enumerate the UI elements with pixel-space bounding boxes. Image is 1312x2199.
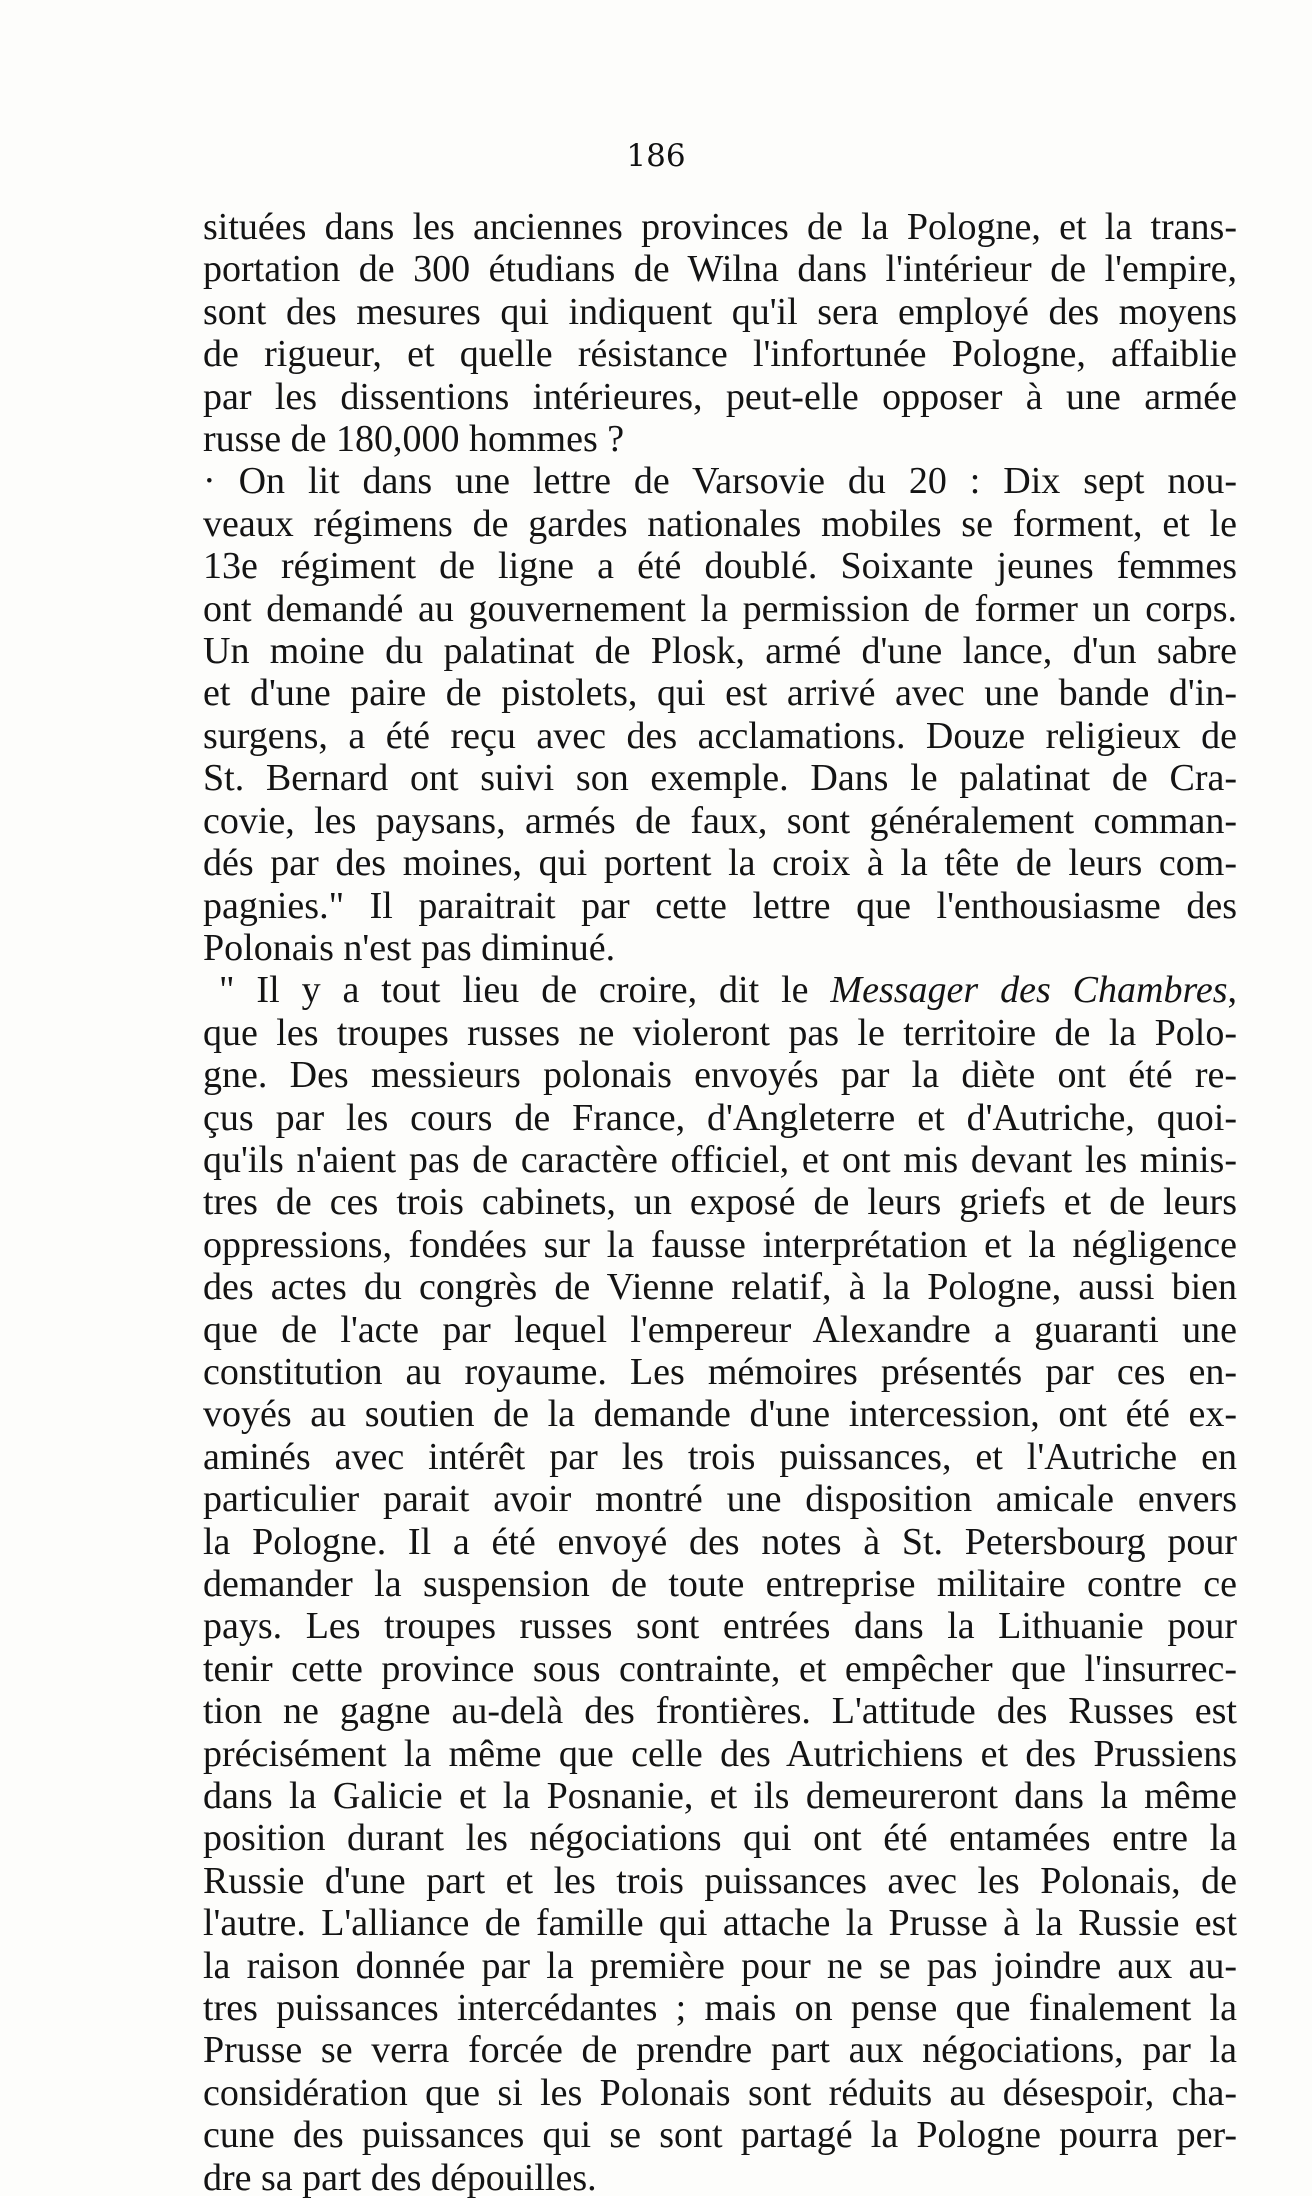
text-line: position durant les négociations qui ont été entamées entre la xyxy=(203,1817,1237,1860)
newspaper-title: Messager des Chambres xyxy=(830,969,1228,1012)
text-line: tres puissances intercédantes ; mais on pense que finalement la xyxy=(203,1987,1237,2030)
text-line: pagnies." Il paraitrait par cette lettre que l'enthousiasme des xyxy=(203,884,1237,927)
text-line: voyés au soutien de la demande d'une intercession, ont été ex- xyxy=(203,1393,1237,1436)
text-line: 13e régiment de ligne a été doublé. Soixante jeunes femmes xyxy=(203,545,1237,588)
text-line: covie, les paysans, armés de faux, sont généralement comman- xyxy=(203,799,1237,842)
text-line xyxy=(203,969,1237,1011)
text-line: Polonais n'est pas diminué. xyxy=(203,926,616,969)
text-line-prefix: " Il y a tout lieu de croire, dit le xyxy=(219,969,831,1012)
text-line: l'autre. L'alliance de famille qui attache la Prusse à la Russie est xyxy=(203,1902,1237,1945)
paragraph-3 xyxy=(203,969,1237,2199)
text-line: constitution au royaume. Les mémoires présentés par ces en- xyxy=(203,1350,1237,1393)
text-line: la raison donnée par la première pour ne se pas joindre aux au- xyxy=(203,1944,1237,1987)
text-line: dre sa part des dépouilles. xyxy=(203,2156,597,2199)
text-line: sont des mesures qui indiquent qu'il sera employé des moyens xyxy=(203,290,1237,333)
text-line: tenir cette province sous contrainte, et empêcher que l'insurrec- xyxy=(203,1647,1237,1690)
text-line: aminés avec intérêt par les trois puissances, et l'Autriche en xyxy=(203,1435,1237,1478)
text-line: demander la suspension de toute entreprise militaire contre ce xyxy=(203,1563,1237,1605)
text-line: cune des puissances qui se sont partagé la Pologne pourra per- xyxy=(203,2114,1237,2157)
text-line: des actes du congrès de Vienne relatif, à la Pologne, aussi bien xyxy=(203,1266,1237,1309)
text-line: considération que si les Polonais sont réduits au désespoir, cha- xyxy=(203,2071,1237,2114)
text-line: Un moine du palatinat de Plosk, armé d'une lance, d'un sabre xyxy=(203,630,1237,673)
text-line: particulier parait avoir montré une disposition amicale envers xyxy=(203,1478,1237,1521)
text-line: que les troupes russes ne violeront pas le territoire de la Polo- xyxy=(203,1011,1237,1054)
paragraph-1 xyxy=(203,206,1237,460)
text-line: surgens, a été reçu avec des acclamations. Douze religieux de xyxy=(203,714,1237,757)
text-line: la Pologne. Il a été envoyé des notes à St. Petersbourg pour xyxy=(203,1520,1237,1563)
text-line: gne. Des messieurs polonais envoyés par la diète ont été re- xyxy=(203,1054,1237,1097)
text-line: et d'une paire de pistolets, qui est arrivé avec une bande d'in- xyxy=(203,672,1237,715)
text-line: russe de 180,000 hommes ? xyxy=(203,418,625,461)
text-line: St. Bernard ont suivi son exemple. Dans le palatinat de Cra- xyxy=(203,757,1237,800)
body-text xyxy=(203,206,1237,2199)
text-line: qu'ils n'aient pas de caractère officiel, et ont mis devant les minis- xyxy=(203,1138,1237,1181)
text-line: Prusse se verra forcée de prendre part aux négociations, par la xyxy=(203,2029,1237,2072)
text-line: de rigueur, et quelle résistance l'infortunée Pologne, affaiblie xyxy=(203,333,1237,376)
text-line: portation de 300 étudians de Wilna dans l'intérieur de l'empire, xyxy=(203,248,1237,291)
page-number: 186 xyxy=(626,138,686,174)
text-line: veaux régimens de gardes nationales mobiles se forment, et le xyxy=(203,502,1237,545)
text-line: dés par des moines, qui portent la croix à la tête de leurs com- xyxy=(203,842,1237,885)
text-line: tres de ces trois cabinets, un exposé de leurs griefs et de leurs xyxy=(203,1181,1237,1224)
text-line: précisément la même que celle des Autrichiens et des Prussiens xyxy=(203,1732,1237,1775)
text-line: pays. Les troupes russes sont entrées dans la Lithuanie pour xyxy=(203,1605,1237,1648)
text-line: oppressions, fondées sur la fausse interprétation et la négligence xyxy=(203,1223,1237,1266)
text-line: par les dissentions intérieures, peut-elle opposer à une armée xyxy=(203,375,1237,418)
text-line: tion ne gagne au-delà des frontières. L'attitude des Russes est xyxy=(203,1690,1237,1733)
paragraph-2 xyxy=(203,460,1237,969)
text-line: · On lit dans une lettre de Varsovie du 20 : Dix sept nou- xyxy=(203,460,1237,503)
text-line: Russie d'une part et les trois puissances avec les Polonais, de xyxy=(203,1859,1237,1902)
text-line: que de l'acte par lequel l'empereur Alexandre a guaranti une xyxy=(203,1308,1237,1351)
text-line: ont demandé au gouvernement la permission de former un corps. xyxy=(203,587,1237,630)
text-line: dans la Galicie et la Posnanie, et ils demeureront dans la même xyxy=(203,1775,1237,1818)
text-line: çus par les cours de France, d'Angleterre et d'Autriche, quoi- xyxy=(203,1096,1237,1139)
text-line: situées dans les anciennes provinces de la Pologne, et la trans- xyxy=(203,206,1237,248)
text-line-suffix: , xyxy=(1227,969,1237,1012)
